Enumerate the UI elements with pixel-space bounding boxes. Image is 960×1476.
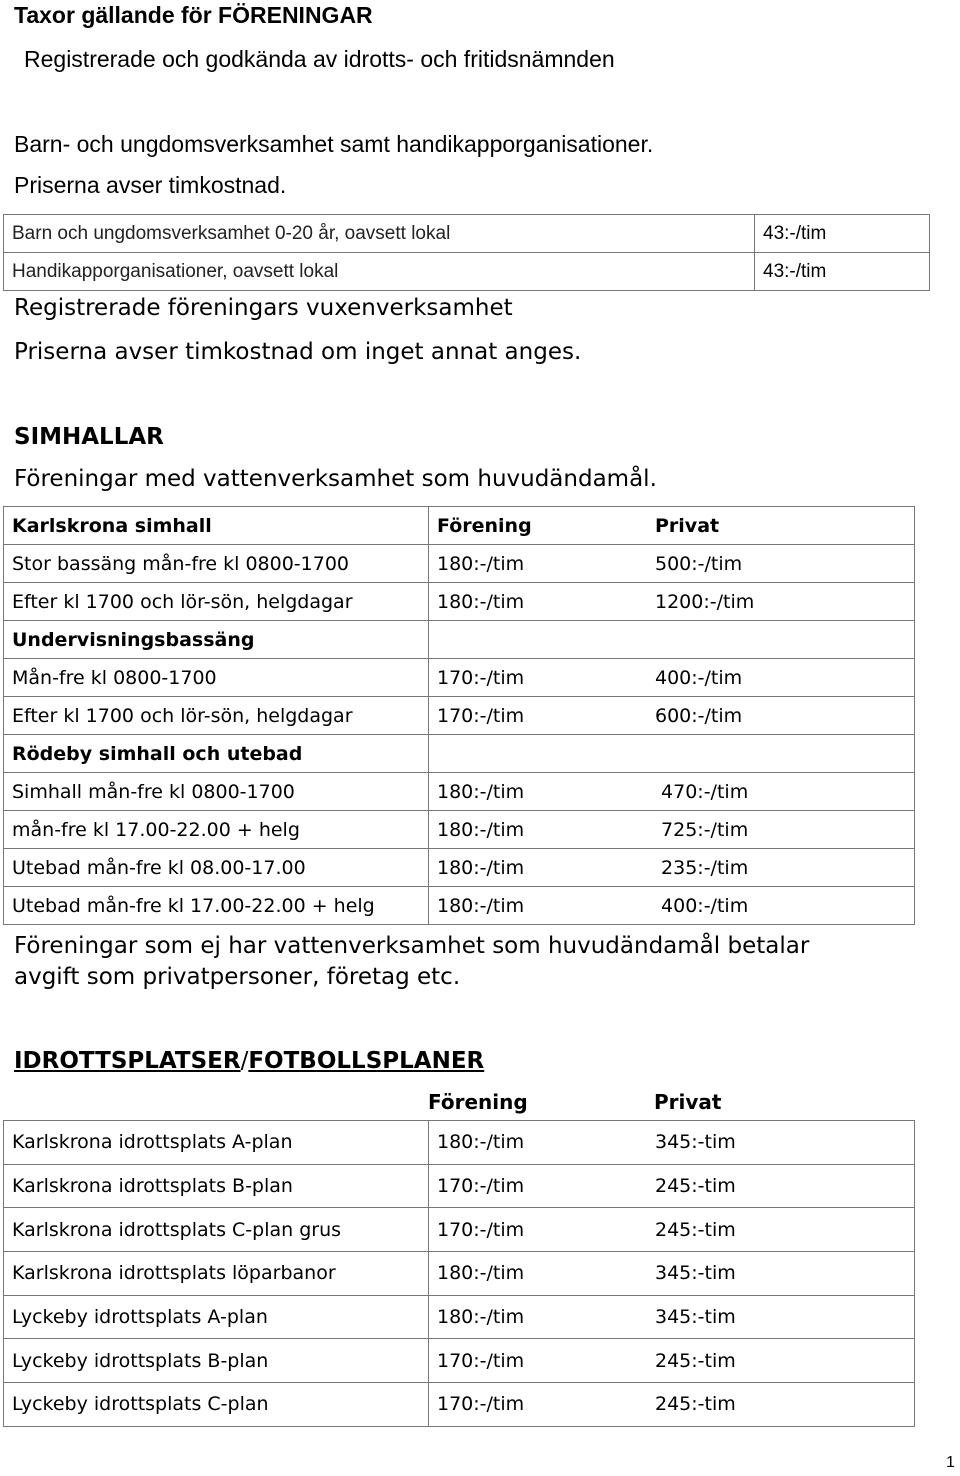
row-forening-price [429, 621, 648, 659]
table-row [4, 1295, 915, 1339]
row-privat-price: 245:-tim [647, 1164, 915, 1208]
heading-separator: / [240, 1048, 249, 1074]
col-header-privat: Privat [654, 1090, 722, 1114]
row-forening-price: 170:-/tim [429, 1383, 648, 1427]
row-label: Karlskrona idrottsplats B-plan [4, 1164, 429, 1208]
row-forening-price: 170:-/tim [429, 1164, 648, 1208]
row-privat-price: 400:-/tim [647, 887, 915, 925]
row-label: Karlskrona idrottsplats A-plan [4, 1121, 429, 1165]
row-forening-price: 180:-/tim [429, 1295, 648, 1339]
row-privat-price: 245:-tim [647, 1208, 915, 1252]
col-header-label: Karlskrona simhall [4, 507, 429, 545]
row-privat-price [647, 621, 915, 659]
row-forening-price: 180:-/tim [429, 1121, 648, 1165]
row-forening-price: 170:-/tim [429, 1208, 648, 1252]
adult-heading: Registrerade föreningars vuxenverksamhet [14, 295, 513, 321]
row-privat-price: 725:-/tim [647, 811, 915, 849]
row-forening-price: 170:-/tim [429, 697, 648, 735]
row-label: mån-fre kl 17.00-22.00 + helg [4, 811, 429, 849]
row-privat-price: 345:-tim [647, 1121, 915, 1165]
row-forening-price: 180:-/tim [429, 811, 648, 849]
row-label: Karlskrona idrottsplats C-plan grus [4, 1208, 429, 1252]
row-privat-price: 245:-tim [647, 1339, 915, 1383]
youth-price-table [3, 214, 930, 291]
row-forening-price: 180:-/tim [429, 545, 648, 583]
row-label: Utebad mån-fre kl 17.00-22.00 + helg [4, 887, 429, 925]
row-label: Rödeby simhall och utebad [4, 735, 429, 773]
row-label: Stor bassäng mån-fre kl 0800-1700 [4, 545, 429, 583]
swim-price-table [3, 506, 915, 925]
row-forening-price: 180:-/tim [429, 849, 648, 887]
swim-footnote-line-1: Föreningar som ej har vattenverksamhet som huvudändamål betalar [14, 933, 810, 959]
row-label: Karlskrona idrottsplats löparbanor [4, 1252, 429, 1296]
heading-part-1: IDROTTSPLATSER [14, 1048, 241, 1074]
row-label: Simhall mån-fre kl 0800-1700 [4, 773, 429, 811]
table-row [4, 773, 915, 811]
table-row [4, 849, 915, 887]
row-forening-price: 170:-/tim [429, 659, 648, 697]
table-row [4, 253, 930, 291]
row-privat-price: 600:-/tim [647, 697, 915, 735]
row-privat-price: 470:-/tim [647, 773, 915, 811]
table-row [4, 1383, 915, 1427]
row-forening-price: 180:-/tim [429, 1252, 648, 1296]
row-privat-price [647, 735, 915, 773]
col-header-forening: Förening [428, 1090, 528, 1114]
row-price: 43:-/tim [755, 253, 930, 291]
table-row [4, 1339, 915, 1383]
page-title: Taxor gällande för FÖRENINGAR [14, 2, 373, 28]
table-row [4, 697, 915, 735]
row-label: Efter kl 1700 och lör-sön, helgdagar [4, 583, 429, 621]
row-label: Handikapporganisationer, oavsett lokal [4, 253, 755, 291]
table-row [4, 1121, 915, 1165]
table-row [4, 1252, 915, 1296]
row-label: Barn och ungdomsverksamhet 0-20 år, oavsett lokal [4, 215, 755, 253]
page-subtitle: Registrerade och godkända av idrotts- och fritidsnämnden [24, 46, 615, 72]
table-row [4, 735, 915, 773]
table-row [4, 215, 930, 253]
row-privat-price: 1200:-/tim [647, 583, 915, 621]
row-label: Lyckeby idrottsplats B-plan [4, 1339, 429, 1383]
row-label: Lyckeby idrottsplats A-plan [4, 1295, 429, 1339]
simhallar-heading: SIMHALLAR [14, 424, 164, 450]
page-number: 1 [946, 1454, 955, 1471]
intro-line-2: Priserna avser timkostnad. [14, 172, 287, 198]
row-label: Undervisningsbassäng [4, 621, 429, 659]
idrottsplatser-heading [14, 1048, 484, 1074]
row-forening-price [429, 735, 648, 773]
table-row [4, 811, 915, 849]
table-row [4, 1164, 915, 1208]
swim-footnote-line-2: avgift som privatpersoner, företag etc. [14, 964, 461, 990]
simhallar-subheading: Föreningar med vattenverksamhet som huvudändamål. [14, 466, 657, 492]
row-privat-price: 345:-tim [647, 1295, 915, 1339]
row-privat-price: 235:-/tim [647, 849, 915, 887]
row-forening-price: 180:-/tim [429, 887, 648, 925]
heading-part-2: FOTBOLLSPLANER [248, 1048, 485, 1074]
row-price: 43:-/tim [755, 215, 930, 253]
row-forening-price: 180:-/tim [429, 773, 648, 811]
intro-line-1: Barn- och ungdomsverksamhet samt handikapporganisationer. [14, 131, 654, 157]
row-privat-price: 345:-tim [647, 1252, 915, 1296]
table-row [4, 621, 915, 659]
table-row [4, 583, 915, 621]
row-label: Mån-fre kl 0800-1700 [4, 659, 429, 697]
table-row [4, 1208, 915, 1252]
row-privat-price: 400:-/tim [647, 659, 915, 697]
row-forening-price: 170:-/tim [429, 1339, 648, 1383]
row-forening-price: 180:-/tim [429, 583, 648, 621]
row-privat-price: 245:-tim [647, 1383, 915, 1427]
col-header-privat: Privat [647, 507, 915, 545]
row-label: Lyckeby idrottsplats C-plan [4, 1383, 429, 1427]
field-price-table [3, 1120, 915, 1427]
row-label: Utebad mån-fre kl 08.00-17.00 [4, 849, 429, 887]
adult-note: Priserna avser timkostnad om inget annat anges. [14, 339, 582, 365]
table-row [4, 545, 915, 583]
row-label: Efter kl 1700 och lör-sön, helgdagar [4, 697, 429, 735]
table-row [4, 887, 915, 925]
table-header-row [4, 507, 915, 545]
row-privat-price: 500:-/tim [647, 545, 915, 583]
table-row [4, 659, 915, 697]
col-header-forening: Förening [429, 507, 648, 545]
